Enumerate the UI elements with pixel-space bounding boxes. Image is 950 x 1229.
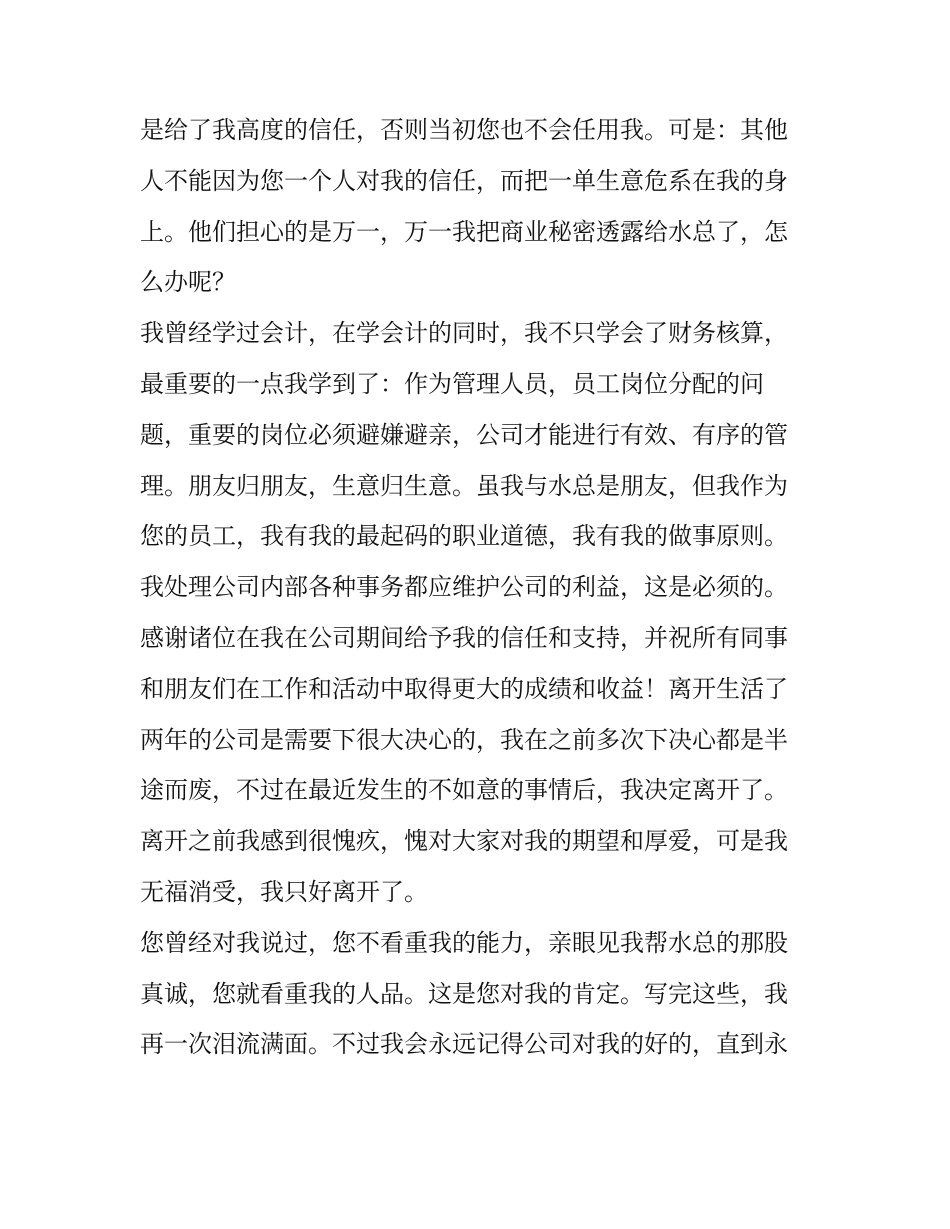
text-line-12: 和朋友们在工作和活动中取得更大的成绩和收益！离开生活了 xyxy=(140,674,788,703)
text-line-10: 我处理公司内部各种事务都应维护公司的利益，这是必须的。 xyxy=(140,573,788,602)
text-line-6: 最重要的一点我学到了：作为管理人员，员工岗位分配的问 xyxy=(140,369,764,398)
text-line-5: 我曾经学过会计，在学会计的同时，我不只学会了财务核算， xyxy=(140,319,788,348)
text-line-7: 题，重要的岗位必须避嫌避亲，公司才能进行有效、有序的管 xyxy=(140,420,788,449)
text-line-14: 途而废，不过在最近发生的不如意的事情后，我决定离开了。 xyxy=(140,776,788,805)
text-line-8: 理。朋友归朋友，生意归生意。虽我与水总是朋友，但我作为 xyxy=(140,471,788,500)
text-line-15: 离开之前我感到很愧疚，愧对大家对我的期望和厚爱，可是我 xyxy=(140,827,788,856)
text-line-11: 感谢诸位在我在公司期间给予我的信任和支持，并祝所有同事 xyxy=(140,623,788,652)
text-line-3: 上。他们担心的是万一，万一我把商业秘密透露给水总了，怎 xyxy=(140,217,788,246)
document-body xyxy=(140,105,812,1070)
text-line-13: 两年的公司是需要下很大决心的，我在之前多次下决心都是半 xyxy=(140,725,788,754)
text-line-2: 人不能因为您一个人对我的信任，而把一单生意危系在我的身 xyxy=(140,166,788,195)
text-line-19: 再一次泪流满面。不过我会永远记得公司对我的好的，直到永 xyxy=(140,1030,788,1059)
text-line-1: 是给了我高度的信任，否则当初您也不会任用我。可是：其他 xyxy=(140,116,788,144)
text-line-18: 真诚，您就看重我的人品。这是您对我的肯定。写完这些，我 xyxy=(140,979,788,1008)
text-line-16: 无福消受，我只好离开了。 xyxy=(140,877,428,906)
text-line-9: 您的员工，我有我的最起码的职业道德，我有我的做事原则。 xyxy=(140,522,788,551)
text-line-17: 您曾经对我说过，您不看重我的能力，亲眼见我帮水总的那股 xyxy=(140,928,788,957)
text-line-4: 么办呢？ xyxy=(140,268,236,297)
